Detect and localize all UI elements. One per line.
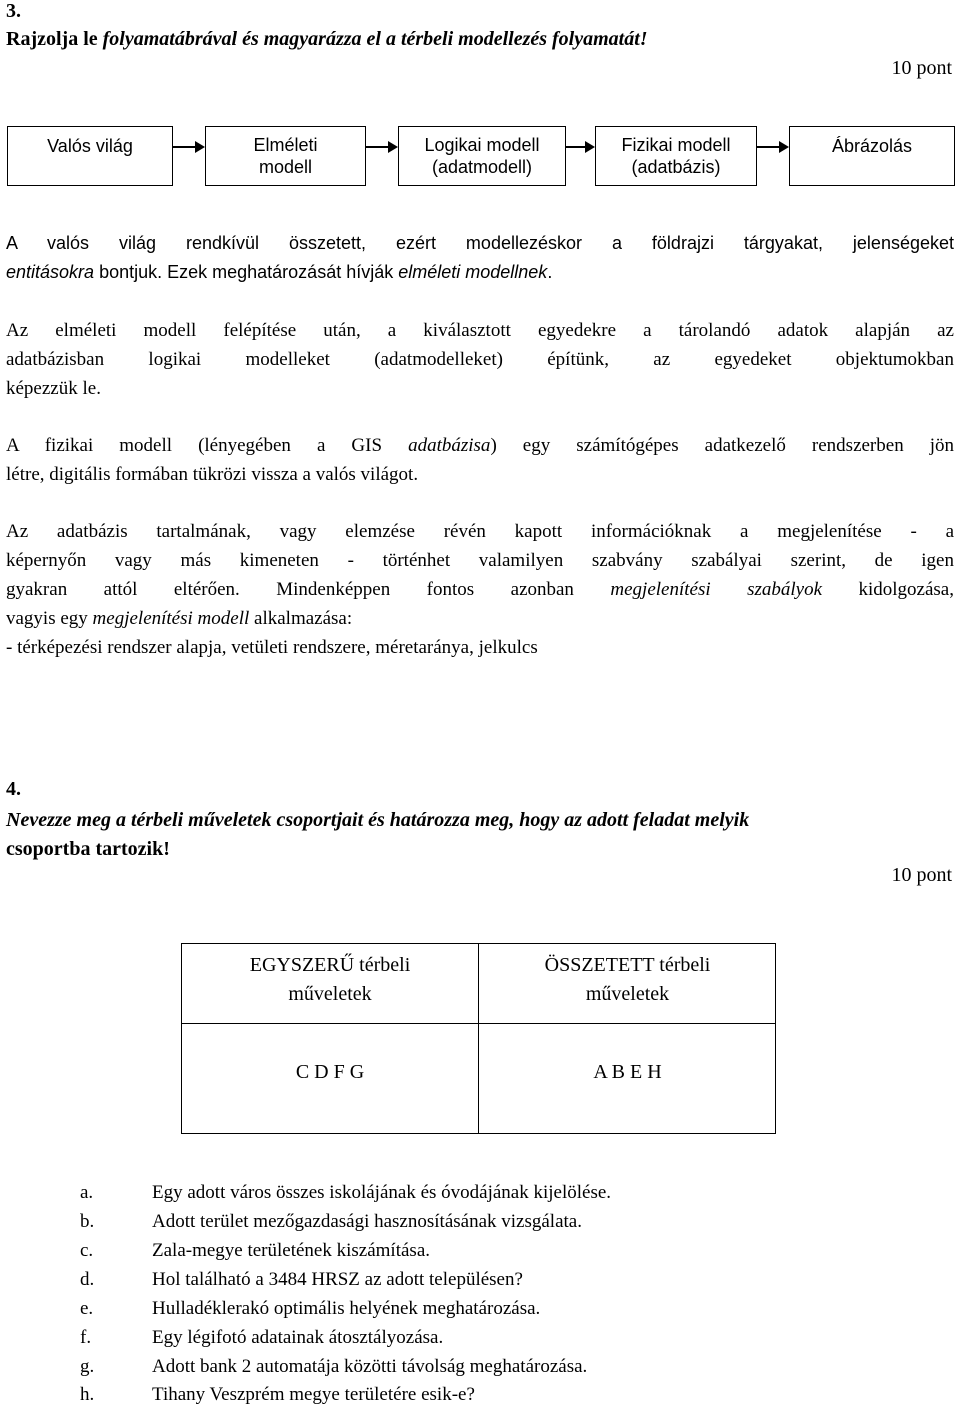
question-3-number: 3. [6, 0, 21, 22]
table-cell-compound-answers: A B E H [593, 1061, 662, 1083]
flowchart-arrow [566, 146, 587, 148]
flowchart-arrow [366, 146, 390, 148]
list-item: Egy légifotó adatainak átosztályozása. [152, 1327, 444, 1348]
list-item-letter: c. [80, 1240, 94, 1261]
flowchart-arrow [173, 146, 197, 148]
table-header-line: EGYSZERŰ térbeli [249, 954, 411, 976]
table-header-line: ÖSSZETETT térbeli [544, 954, 711, 976]
table-divider [182, 1023, 775, 1024]
table-cell-simple-answers: C D F G [295, 1061, 365, 1083]
paragraph-line: adatbázisban logikai modelleket (adatmodelleket) építünk, az egyedeket objektumokban [6, 349, 954, 370]
list-item-letter: b. [80, 1211, 95, 1232]
paragraph-line [6, 431, 954, 460]
term-entities: entitásokra [6, 262, 95, 282]
list-item: Hulladéklerakó optimális helyének meghatározása. [152, 1298, 541, 1319]
paragraph-line: képernyőn vagy más kimeneten - történhet valamilyen szabvány szabályai szerint, de igen [6, 550, 954, 571]
table-header-line: műveletek [585, 983, 670, 1005]
list-item-letter: g. [80, 1356, 95, 1377]
question-3-points: 10 pont [891, 57, 952, 79]
paragraph-line: létre, digitális formában tükrözi vissza a valós világot. [6, 464, 419, 485]
paragraph-line [6, 604, 954, 633]
table-header-line: műveletek [288, 983, 372, 1005]
text-run: bontjuk. Ezek meghatározását hívják [94, 262, 399, 282]
question-4-number: 4. [6, 778, 21, 800]
paragraph-line: Az adatbázis tartalmának, vagy elemzése révén kapott információknak a megjelenítése - a [6, 521, 954, 542]
flowchart-box-representation [789, 126, 955, 186]
flowchart-box-label: Valós világ [47, 136, 133, 156]
paragraph-line: képezzük le. [6, 378, 101, 399]
table-header-compound [479, 951, 776, 1009]
list-item: Adott terület mezőgazdasági hasznosításának vizsgálata. [152, 1211, 582, 1232]
question-4-title [6, 806, 956, 864]
list-item-letter: a. [80, 1182, 94, 1203]
flowchart-box-label: Fizikai modell [621, 135, 731, 155]
flowchart-box-real-world [7, 126, 173, 186]
flowchart-box-logical-model [398, 126, 566, 186]
list-item: Tihany Veszprém megye területére esik-e? [152, 1384, 475, 1405]
question-3-title [6, 28, 648, 51]
list-item: Hol található a 3484 HRSZ az adott településen? [152, 1269, 523, 1290]
text-run: gyakran attól eltérően. Mindenképpen fontos azonban [6, 579, 611, 600]
flowchart-box-physical-model [595, 126, 757, 186]
question-3-title-plain: Rajzolja le [6, 28, 103, 50]
question-4-title-line: csoportba tartozik! [6, 838, 170, 860]
question-4-title-line: Nevezze meg a térbeli műveletek csoportjait és határozza meg, hogy az adott feladat melyik [6, 809, 750, 831]
text-run: ) egy számítógépes adatkezelő rendszerben jön [490, 435, 955, 456]
text-run: A fizikai modell (lényegében a GIS [6, 435, 409, 456]
list-item-letter: h. [80, 1384, 95, 1405]
text-run: vagyis egy [6, 608, 93, 629]
paragraph-1 [6, 229, 954, 287]
term-theoretical-model: elméleti modellnek [398, 262, 548, 282]
paragraph-line: - térképezési rendszer alapja, vetületi rendszere, méretaránya, jelkulcs [6, 637, 538, 658]
flowchart-box-label: Elméleti [253, 135, 318, 155]
paragraph-line: A valós világ rendkívül összetett, ezért modellezéskor a földrajzi tárgyakat, jelenségeket [6, 233, 954, 253]
list-item: Zala-megye területének kiszámítása. [152, 1240, 431, 1261]
term-database: adatbázisa [408, 435, 491, 456]
flowchart-box-label: Ábrázolás [831, 136, 913, 156]
list-item: Egy adott város összes iskolájának és óvodájának kijelölése. [152, 1182, 612, 1203]
paragraph-line: Az elméleti modell felépítése után, a kiválasztott egyedekre a tárolandó adatok alapján az [6, 320, 954, 341]
paragraph-4 [6, 517, 954, 662]
paragraph-3 [6, 431, 954, 489]
paragraph-line [6, 575, 954, 604]
flowchart-box-theoretical-model [205, 126, 366, 186]
question-4-points: 10 pont [891, 864, 952, 886]
flowchart-box-label: (adatmodell) [431, 157, 533, 177]
text-run: alkalmazása: [249, 608, 353, 629]
flowchart-box-label: Logikai modell [424, 135, 540, 155]
operations-table [181, 943, 776, 1134]
term-display-model: megjelenítési modell [92, 608, 250, 629]
flowchart-arrow [757, 146, 781, 148]
flowchart-box-label: (adatbázis) [631, 157, 721, 177]
list-item-letter: e. [80, 1298, 94, 1319]
list-item: Adott bank 2 automatája közötti távolság meghatározása. [152, 1356, 588, 1377]
paragraph-line [6, 258, 954, 287]
text-run: . [547, 262, 553, 282]
flowchart-box-label: modell [258, 157, 313, 177]
table-header-simple [182, 951, 478, 1009]
text-run: kidolgozása, [822, 579, 954, 600]
list-item-letter: f. [80, 1327, 92, 1348]
paragraph-2 [6, 316, 954, 403]
term-display-rules: megjelenítési szabályok [610, 579, 823, 600]
question-3-title-italic: folyamatábrával és magyarázza el a térbeli modellezés folyamatát! [102, 28, 648, 50]
list-item-letter: d. [80, 1269, 95, 1290]
